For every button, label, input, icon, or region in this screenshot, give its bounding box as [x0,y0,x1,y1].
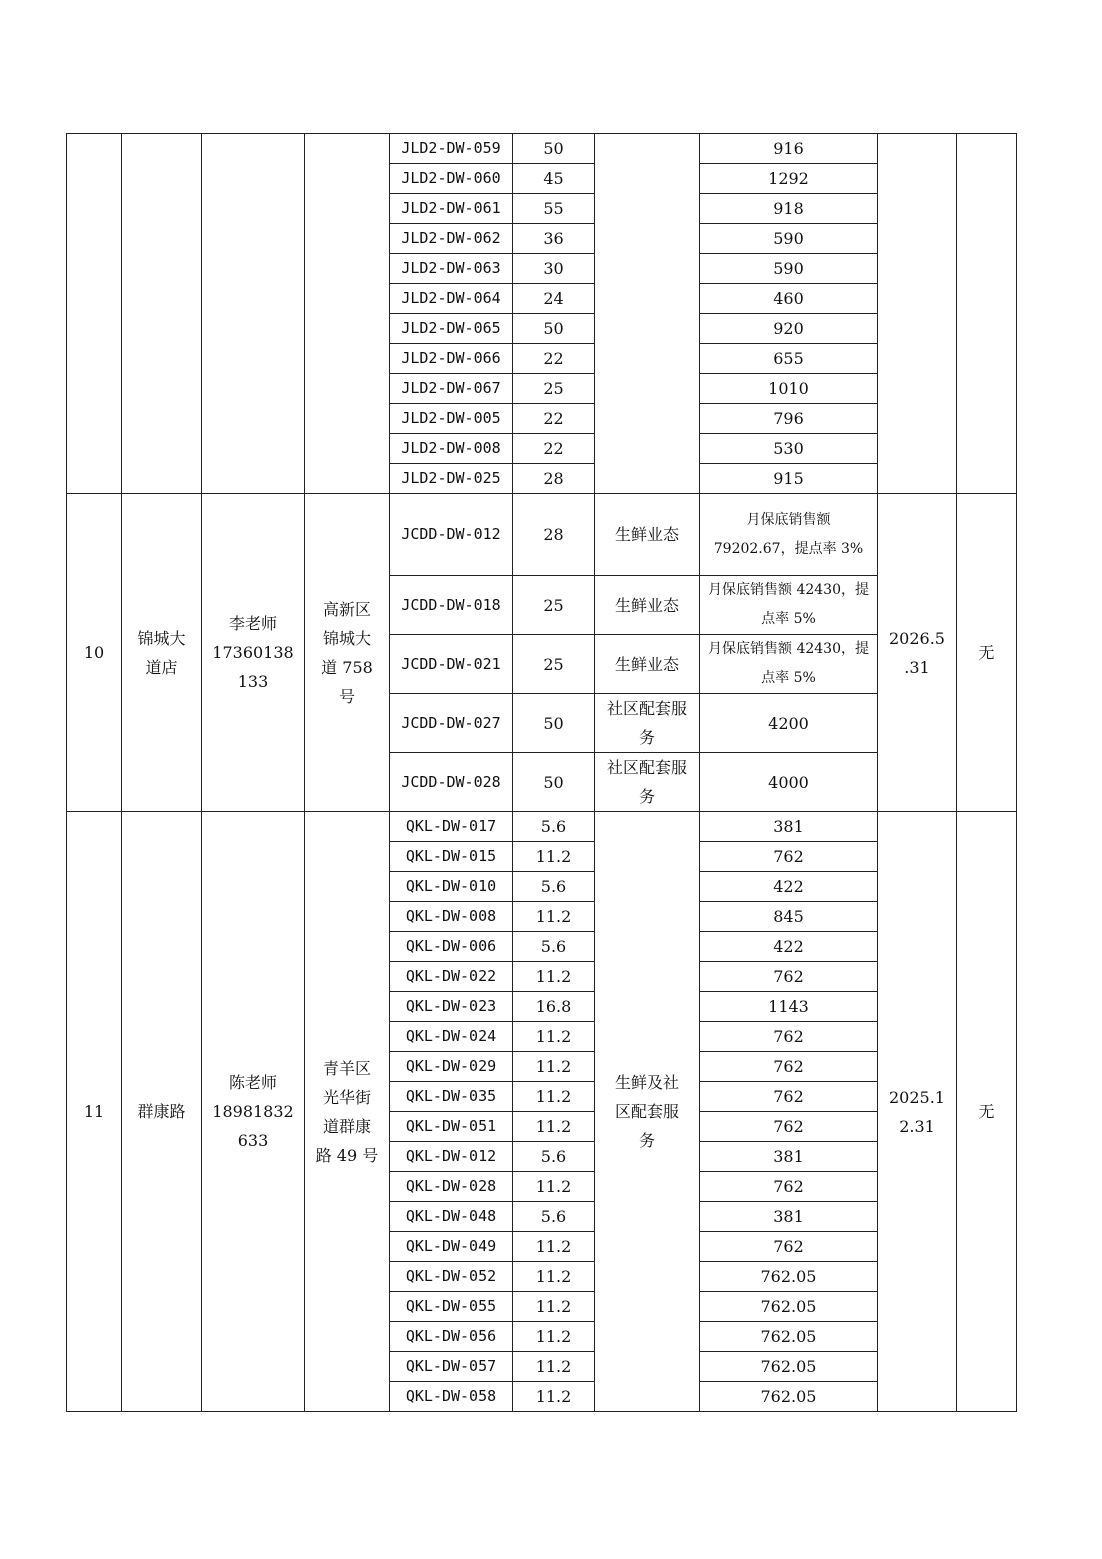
unit-code-cell: JLD2-DW-061 [390,194,513,224]
rent-cell: 381 [700,1202,878,1232]
rent-cell: 381 [700,1142,878,1172]
unit-code-cell: JCDD-DW-021 [390,635,513,694]
unit-code-cell: QKL-DW-029 [390,1052,513,1082]
contact-cell: 陈老师 18981832 633 [202,812,305,1412]
rent-cell: 762.05 [700,1292,878,1322]
rent-cell: 1292 [700,164,878,194]
rent-cell: 762 [700,1082,878,1112]
unit-code-cell: JLD2-DW-064 [390,284,513,314]
rent-cell: 530 [700,434,878,464]
area-cell: 11.2 [513,1022,595,1052]
rent-cell: 762 [700,1112,878,1142]
area-cell: 5.6 [513,1142,595,1172]
lease-table-body [67,134,1017,1412]
table-row [67,134,1017,164]
area-cell: 28 [513,464,595,494]
area-cell: 5.6 [513,812,595,842]
area-cell: 11.2 [513,1082,595,1112]
business-format-cell: 生鲜及社 区配套服 务 [595,812,700,1412]
unit-code-cell: QKL-DW-012 [390,1142,513,1172]
area-cell: 50 [513,753,595,812]
unit-code-cell: QKL-DW-058 [390,1382,513,1412]
unit-code-cell: JLD2-DW-066 [390,344,513,374]
unit-code-cell: QKL-DW-035 [390,1082,513,1112]
area-cell: 25 [513,576,595,635]
expiry-date-cell: 2025.1 2.31 [878,812,957,1412]
rent-cell: 915 [700,464,878,494]
unit-code-cell: JLD2-DW-025 [390,464,513,494]
area-cell: 22 [513,434,595,464]
business-format-cell: 生鲜业态 [595,635,700,694]
rent-cell: 422 [700,932,878,962]
rent-cell: 916 [700,134,878,164]
area-cell: 11.2 [513,1172,595,1202]
unit-code-cell: QKL-DW-024 [390,1022,513,1052]
unit-code-cell: JLD2-DW-008 [390,434,513,464]
unit-code-cell: JCDD-DW-018 [390,576,513,635]
rent-cell: 762 [700,1022,878,1052]
unit-code-cell: QKL-DW-017 [390,812,513,842]
expiry-date-cell [878,134,957,494]
rent-cell: 762 [700,1052,878,1082]
unit-code-cell: JLD2-DW-062 [390,224,513,254]
store-name-cell: 锦城大 道店 [122,494,202,812]
unit-code-cell: JLD2-DW-063 [390,254,513,284]
address-cell: 高新区 锦城大 道 758 号 [305,494,390,812]
unit-code-cell: QKL-DW-052 [390,1262,513,1292]
rent-cell: 920 [700,314,878,344]
rent-cell: 762 [700,1172,878,1202]
area-cell: 50 [513,314,595,344]
rent-cell: 月保底销售额 79202.67，提点率 3% [700,494,878,576]
area-cell: 36 [513,224,595,254]
area-cell: 50 [513,694,595,753]
rent-cell: 590 [700,224,878,254]
business-format-cell: 社区配套服 务 [595,694,700,753]
area-cell: 22 [513,404,595,434]
row-number-cell [67,134,122,494]
unit-code-cell: QKL-DW-056 [390,1322,513,1352]
expiry-date-cell: 2026.5 .31 [878,494,957,812]
rent-cell: 月保底销售额 42430，提 点率 5% [700,576,878,635]
rent-cell: 762 [700,1232,878,1262]
area-cell: 11.2 [513,1322,595,1352]
row-number-cell: 11 [67,812,122,1412]
rent-cell: 月保底销售额 42430，提 点率 5% [700,635,878,694]
unit-code-cell: JLD2-DW-059 [390,134,513,164]
address-cell [305,134,390,494]
unit-code-cell: JLD2-DW-067 [390,374,513,404]
area-cell: 11.2 [513,1052,595,1082]
unit-code-cell: JCDD-DW-012 [390,494,513,576]
rent-cell: 381 [700,812,878,842]
note-cell: 无 [957,494,1017,812]
area-cell: 25 [513,374,595,404]
area-cell: 45 [513,164,595,194]
unit-code-cell: QKL-DW-051 [390,1112,513,1142]
rent-cell: 590 [700,254,878,284]
area-cell: 11.2 [513,842,595,872]
lease-table [66,133,1017,1412]
rent-cell: 845 [700,902,878,932]
business-format-cell: 社区配套服 务 [595,753,700,812]
unit-code-cell: QKL-DW-049 [390,1232,513,1262]
area-cell: 11.2 [513,1352,595,1382]
note-cell: 无 [957,812,1017,1412]
area-cell: 11.2 [513,1382,595,1412]
rent-cell: 1143 [700,992,878,1022]
unit-code-cell: QKL-DW-048 [390,1202,513,1232]
rent-cell: 762.05 [700,1382,878,1412]
rent-cell: 762 [700,962,878,992]
area-cell: 11.2 [513,902,595,932]
store-name-cell [122,134,202,494]
table-row [67,494,1017,576]
rent-cell: 655 [700,344,878,374]
area-cell: 30 [513,254,595,284]
unit-code-cell: QKL-DW-022 [390,962,513,992]
table-row [67,812,1017,842]
note-cell [957,134,1017,494]
area-cell: 11.2 [513,1262,595,1292]
rent-cell: 4000 [700,753,878,812]
area-cell: 5.6 [513,872,595,902]
area-cell: 55 [513,194,595,224]
unit-code-cell: QKL-DW-028 [390,1172,513,1202]
rent-cell: 422 [700,872,878,902]
unit-code-cell: QKL-DW-010 [390,872,513,902]
contact-cell: 李老师 17360138 133 [202,494,305,812]
area-cell: 11.2 [513,1292,595,1322]
rent-cell: 762 [700,842,878,872]
rent-cell: 1010 [700,374,878,404]
unit-code-cell: JLD2-DW-005 [390,404,513,434]
unit-code-cell: JCDD-DW-027 [390,694,513,753]
unit-code-cell: JLD2-DW-065 [390,314,513,344]
unit-code-cell: QKL-DW-006 [390,932,513,962]
rent-cell: 4200 [700,694,878,753]
rent-cell: 460 [700,284,878,314]
unit-code-cell: QKL-DW-008 [390,902,513,932]
rent-cell: 762.05 [700,1352,878,1382]
area-cell: 5.6 [513,932,595,962]
unit-code-cell: JCDD-DW-028 [390,753,513,812]
area-cell: 11.2 [513,1232,595,1262]
area-cell: 25 [513,635,595,694]
store-name-cell: 群康路 [122,812,202,1412]
area-cell: 11.2 [513,1112,595,1142]
area-cell: 11.2 [513,962,595,992]
area-cell: 16.8 [513,992,595,1022]
unit-code-cell: QKL-DW-057 [390,1352,513,1382]
row-number-cell: 10 [67,494,122,812]
unit-code-cell: JLD2-DW-060 [390,164,513,194]
area-cell: 24 [513,284,595,314]
area-cell: 50 [513,134,595,164]
area-cell: 28 [513,494,595,576]
contact-cell [202,134,305,494]
rent-cell: 796 [700,404,878,434]
address-cell: 青羊区 光华街 道群康 路 49 号 [305,812,390,1412]
business-format-cell: 生鲜业态 [595,494,700,576]
unit-code-cell: QKL-DW-055 [390,1292,513,1322]
area-cell: 22 [513,344,595,374]
area-cell: 5.6 [513,1202,595,1232]
unit-code-cell: QKL-DW-015 [390,842,513,872]
rent-cell: 762.05 [700,1322,878,1352]
rent-cell: 918 [700,194,878,224]
rent-cell: 762.05 [700,1262,878,1292]
unit-code-cell: QKL-DW-023 [390,992,513,1022]
business-format-cell: 生鲜业态 [595,576,700,635]
business-format-cell [595,134,700,494]
